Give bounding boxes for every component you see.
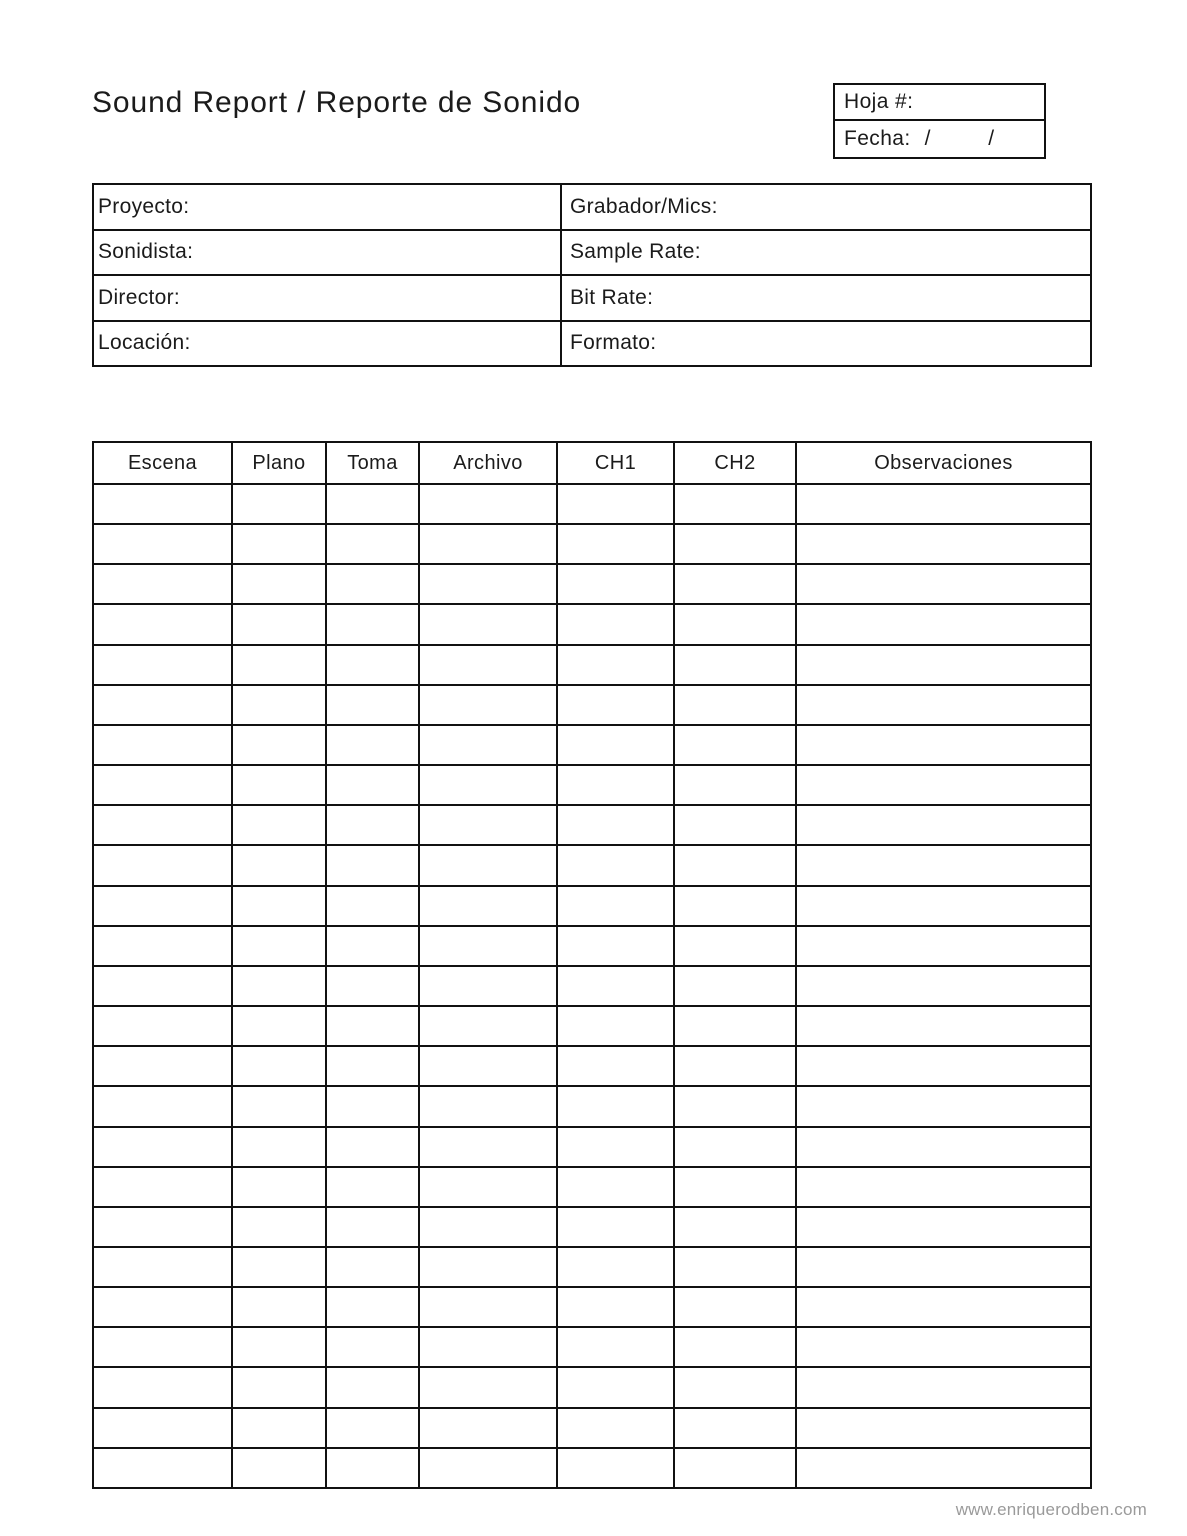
table-row bbox=[94, 1208, 1090, 1248]
cell-archivo[interactable] bbox=[420, 485, 558, 523]
cell-plano[interactable] bbox=[233, 1409, 327, 1447]
cell-ch2[interactable] bbox=[675, 806, 797, 844]
cell-ch2[interactable] bbox=[675, 766, 797, 804]
table-body bbox=[94, 485, 1090, 1487]
table-row bbox=[94, 1409, 1090, 1449]
cell-plano[interactable] bbox=[233, 1368, 327, 1406]
cell-ch2[interactable] bbox=[675, 1047, 797, 1085]
column-header-ch2: CH2 bbox=[675, 443, 797, 483]
cell-ch1[interactable] bbox=[558, 927, 675, 965]
cell-ch1[interactable] bbox=[558, 605, 675, 643]
cell-archivo[interactable] bbox=[420, 1087, 558, 1125]
cell-archivo[interactable] bbox=[420, 967, 558, 1005]
cell-ch1[interactable] bbox=[558, 887, 675, 925]
cell-plano[interactable] bbox=[233, 1007, 327, 1045]
cell-escena[interactable] bbox=[94, 1328, 233, 1366]
hoja-number-field[interactable] bbox=[835, 85, 1044, 121]
cell-toma[interactable] bbox=[327, 1007, 420, 1045]
cell-ch1[interactable] bbox=[558, 846, 675, 884]
column-header-observaciones: Observaciones bbox=[874, 451, 1013, 474]
cell-observaciones[interactable] bbox=[797, 646, 1090, 684]
cell-observaciones[interactable] bbox=[797, 726, 1090, 764]
cell-toma[interactable] bbox=[327, 1449, 420, 1487]
cell-ch1[interactable] bbox=[558, 1409, 675, 1447]
cell-toma[interactable] bbox=[327, 1087, 420, 1125]
field-label: Director: bbox=[98, 285, 181, 309]
cell-plano[interactable] bbox=[233, 967, 327, 1005]
cell-plano[interactable] bbox=[233, 1087, 327, 1125]
cell-escena[interactable] bbox=[94, 525, 233, 563]
cell-archivo[interactable] bbox=[420, 646, 558, 684]
cell-ch2[interactable] bbox=[675, 565, 797, 603]
table-row bbox=[94, 646, 1090, 686]
info-row bbox=[94, 231, 1090, 277]
cell-toma[interactable] bbox=[327, 1368, 420, 1406]
table-row bbox=[94, 1248, 1090, 1288]
cell-toma[interactable] bbox=[327, 726, 420, 764]
cell-ch2[interactable] bbox=[675, 686, 797, 724]
cell-archivo[interactable] bbox=[420, 1047, 558, 1085]
field-bit-rate[interactable] bbox=[562, 276, 1090, 320]
cell-escena[interactable] bbox=[94, 927, 233, 965]
cell-plano[interactable] bbox=[233, 927, 327, 965]
cell-observaciones[interactable] bbox=[797, 1328, 1090, 1366]
cell-toma[interactable] bbox=[327, 686, 420, 724]
cell-archivo[interactable] bbox=[420, 1409, 558, 1447]
cell-escena[interactable] bbox=[94, 1288, 233, 1326]
cell-plano[interactable] bbox=[233, 887, 327, 925]
cell-observaciones[interactable] bbox=[797, 967, 1090, 1005]
cell-archivo[interactable] bbox=[420, 1208, 558, 1246]
cell-ch2[interactable] bbox=[675, 967, 797, 1005]
cell-archivo[interactable] bbox=[420, 1368, 558, 1406]
field-label: Sonidista: bbox=[98, 240, 194, 264]
column-header-archivo: Archivo bbox=[420, 443, 558, 483]
table-row bbox=[94, 1007, 1090, 1047]
cell-plano[interactable] bbox=[233, 1208, 327, 1246]
fecha-slashes: / / bbox=[924, 127, 1021, 150]
cell-toma[interactable] bbox=[327, 1047, 420, 1085]
cell-escena[interactable] bbox=[94, 806, 233, 844]
cell-escena[interactable] bbox=[94, 846, 233, 884]
cell-observaciones[interactable] bbox=[797, 887, 1090, 925]
cell-observaciones[interactable] bbox=[797, 1248, 1090, 1286]
cell-escena[interactable] bbox=[94, 1368, 233, 1406]
cell-toma[interactable] bbox=[327, 1328, 420, 1366]
cell-escena[interactable] bbox=[94, 887, 233, 925]
field-grabador-mics[interactable] bbox=[562, 185, 1090, 229]
cell-ch2[interactable] bbox=[675, 485, 797, 523]
cell-observaciones[interactable] bbox=[797, 927, 1090, 965]
cell-ch1[interactable] bbox=[558, 806, 675, 844]
cell-archivo[interactable] bbox=[420, 766, 558, 804]
cell-ch2[interactable] bbox=[675, 846, 797, 884]
cell-toma[interactable] bbox=[327, 1168, 420, 1206]
cell-escena[interactable] bbox=[94, 646, 233, 684]
table-row bbox=[94, 967, 1090, 1007]
cell-plano[interactable] bbox=[233, 1128, 327, 1166]
cell-ch2[interactable] bbox=[675, 1288, 797, 1326]
table-row bbox=[94, 726, 1090, 766]
cell-plano[interactable] bbox=[233, 605, 327, 643]
cell-ch1[interactable] bbox=[558, 525, 675, 563]
cell-archivo[interactable] bbox=[420, 605, 558, 643]
cell-ch1[interactable] bbox=[558, 1368, 675, 1406]
cell-observaciones[interactable] bbox=[797, 565, 1090, 603]
cell-escena[interactable] bbox=[94, 565, 233, 603]
column-header-toma: Toma bbox=[327, 443, 420, 483]
cell-escena[interactable] bbox=[94, 1168, 233, 1206]
cell-ch2[interactable] bbox=[675, 1449, 797, 1487]
cell-ch2[interactable] bbox=[675, 887, 797, 925]
cell-observaciones[interactable] bbox=[797, 1449, 1090, 1487]
cell-plano[interactable] bbox=[233, 766, 327, 804]
cell-archivo[interactable] bbox=[420, 1007, 558, 1045]
field-sonidista[interactable] bbox=[94, 231, 562, 275]
table-row bbox=[94, 846, 1090, 886]
cell-ch1[interactable] bbox=[558, 646, 675, 684]
table-row bbox=[94, 1328, 1090, 1368]
cell-escena[interactable] bbox=[94, 766, 233, 804]
cell-ch1[interactable] bbox=[558, 1047, 675, 1085]
cell-escena[interactable] bbox=[94, 1208, 233, 1246]
cell-archivo[interactable] bbox=[420, 806, 558, 844]
cell-escena[interactable] bbox=[94, 1409, 233, 1447]
column-header-plano: Plano bbox=[233, 443, 327, 483]
cell-ch2[interactable] bbox=[675, 1208, 797, 1246]
cell-plano[interactable] bbox=[233, 726, 327, 764]
cell-escena[interactable] bbox=[94, 605, 233, 643]
table-row bbox=[94, 1128, 1090, 1168]
cell-archivo[interactable] bbox=[420, 1449, 558, 1487]
info-row bbox=[94, 322, 1090, 366]
table-row bbox=[94, 1368, 1090, 1408]
cell-ch2[interactable] bbox=[675, 525, 797, 563]
cell-escena[interactable] bbox=[94, 1128, 233, 1166]
cell-escena[interactable] bbox=[94, 1047, 233, 1085]
field-director[interactable] bbox=[94, 276, 562, 320]
cell-observaciones[interactable] bbox=[797, 525, 1090, 563]
table-header-row bbox=[94, 443, 1090, 485]
cell-ch1[interactable] bbox=[558, 1328, 675, 1366]
table-row bbox=[94, 1047, 1090, 1087]
cell-ch2[interactable] bbox=[675, 726, 797, 764]
cell-escena[interactable] bbox=[94, 1007, 233, 1045]
cell-escena[interactable] bbox=[94, 1248, 233, 1286]
table-row bbox=[94, 686, 1090, 726]
field-proyecto[interactable] bbox=[94, 185, 562, 229]
cell-observaciones[interactable] bbox=[797, 766, 1090, 804]
cell-observaciones[interactable] bbox=[797, 1409, 1090, 1447]
cell-plano[interactable] bbox=[233, 485, 327, 523]
field-formato[interactable] bbox=[562, 322, 1090, 366]
table-row bbox=[94, 565, 1090, 605]
cell-escena[interactable] bbox=[94, 686, 233, 724]
cell-toma[interactable] bbox=[327, 846, 420, 884]
table-row bbox=[94, 605, 1090, 645]
cell-archivo[interactable] bbox=[420, 846, 558, 884]
cell-plano[interactable] bbox=[233, 1047, 327, 1085]
cell-toma[interactable] bbox=[327, 485, 420, 523]
cell-escena[interactable] bbox=[94, 967, 233, 1005]
cell-archivo[interactable] bbox=[420, 1168, 558, 1206]
cell-observaciones[interactable] bbox=[797, 846, 1090, 884]
cell-observaciones[interactable] bbox=[797, 1168, 1090, 1206]
cell-ch1[interactable] bbox=[558, 1248, 675, 1286]
field-label: Sample Rate: bbox=[570, 240, 701, 264]
cell-toma[interactable] bbox=[327, 766, 420, 804]
cell-ch2[interactable] bbox=[675, 1368, 797, 1406]
cell-ch2[interactable] bbox=[675, 646, 797, 684]
cell-observaciones[interactable] bbox=[797, 1007, 1090, 1045]
field-sample-rate[interactable] bbox=[562, 231, 1090, 275]
cell-ch1[interactable] bbox=[558, 1007, 675, 1045]
cell-observaciones[interactable] bbox=[797, 1047, 1090, 1085]
cell-ch2[interactable] bbox=[675, 1168, 797, 1206]
field-locacion[interactable] bbox=[94, 322, 562, 366]
cell-ch2[interactable] bbox=[675, 1409, 797, 1447]
cell-toma[interactable] bbox=[327, 967, 420, 1005]
cell-ch1[interactable] bbox=[558, 766, 675, 804]
cell-ch1[interactable] bbox=[558, 565, 675, 603]
cell-ch1[interactable] bbox=[558, 1128, 675, 1166]
cell-ch2[interactable] bbox=[675, 1128, 797, 1166]
table-row bbox=[94, 1449, 1090, 1487]
cell-ch1[interactable] bbox=[558, 1087, 675, 1125]
cell-archivo[interactable] bbox=[420, 525, 558, 563]
cell-plano[interactable] bbox=[233, 1288, 327, 1326]
cell-plano[interactable] bbox=[233, 1248, 327, 1286]
field-label: Formato: bbox=[570, 331, 657, 355]
table-row bbox=[94, 806, 1090, 846]
field-label: Proyecto: bbox=[98, 194, 190, 218]
field-label: Bit Rate: bbox=[570, 285, 654, 309]
cell-ch1[interactable] bbox=[558, 686, 675, 724]
column-header-escena: Escena bbox=[94, 443, 233, 483]
cell-plano[interactable] bbox=[233, 686, 327, 724]
cell-ch2[interactable] bbox=[675, 1087, 797, 1125]
table-row bbox=[94, 927, 1090, 967]
cell-escena[interactable] bbox=[94, 726, 233, 764]
cell-toma[interactable] bbox=[327, 927, 420, 965]
cell-escena[interactable] bbox=[94, 1087, 233, 1125]
cell-toma[interactable] bbox=[327, 1409, 420, 1447]
hoja-label: Hoja #: bbox=[844, 90, 914, 113]
cell-observaciones[interactable] bbox=[797, 1128, 1090, 1166]
sheet-number-date-box bbox=[833, 83, 1046, 159]
cell-ch2[interactable] bbox=[675, 605, 797, 643]
cell-archivo[interactable] bbox=[420, 887, 558, 925]
cell-ch2[interactable] bbox=[675, 1248, 797, 1286]
cell-ch1[interactable] bbox=[558, 967, 675, 1005]
column-header-ch1: CH1 bbox=[558, 443, 675, 483]
cell-archivo[interactable] bbox=[420, 726, 558, 764]
field-label: Grabador/Mics: bbox=[570, 194, 718, 218]
cell-toma[interactable] bbox=[327, 605, 420, 643]
cell-plano[interactable] bbox=[233, 1449, 327, 1487]
cell-plano[interactable] bbox=[233, 525, 327, 563]
table-row bbox=[94, 525, 1090, 565]
cell-ch2[interactable] bbox=[675, 1328, 797, 1366]
cell-plano[interactable] bbox=[233, 846, 327, 884]
cell-plano[interactable] bbox=[233, 1168, 327, 1206]
info-row bbox=[94, 185, 1090, 231]
cell-ch1[interactable] bbox=[558, 485, 675, 523]
table-row bbox=[94, 766, 1090, 806]
cell-archivo[interactable] bbox=[420, 1128, 558, 1166]
cell-archivo[interactable] bbox=[420, 1288, 558, 1326]
cell-toma[interactable] bbox=[327, 1288, 420, 1326]
cell-observaciones[interactable] bbox=[797, 1288, 1090, 1326]
cell-ch1[interactable] bbox=[558, 1168, 675, 1206]
table-row bbox=[94, 1288, 1090, 1328]
fecha-label: Fecha: bbox=[844, 127, 911, 150]
cell-ch2[interactable] bbox=[675, 1007, 797, 1045]
cell-archivo[interactable] bbox=[420, 1328, 558, 1366]
page-title: Sound Report / Reporte de Sonido bbox=[92, 86, 582, 119]
cell-toma[interactable] bbox=[327, 887, 420, 925]
sound-log-table bbox=[92, 441, 1092, 1489]
cell-observaciones[interactable] bbox=[797, 1368, 1090, 1406]
cell-archivo[interactable] bbox=[420, 1248, 558, 1286]
cell-observaciones[interactable] bbox=[797, 485, 1090, 523]
cell-observaciones[interactable] bbox=[797, 686, 1090, 724]
cell-archivo[interactable] bbox=[420, 565, 558, 603]
table-row bbox=[94, 887, 1090, 927]
field-label: Locación: bbox=[98, 331, 191, 355]
cell-ch1[interactable] bbox=[558, 1288, 675, 1326]
cell-escena[interactable] bbox=[94, 485, 233, 523]
table-row bbox=[94, 1087, 1090, 1127]
cell-toma[interactable] bbox=[327, 646, 420, 684]
cell-toma[interactable] bbox=[327, 1248, 420, 1286]
project-info-table bbox=[92, 183, 1092, 367]
cell-observaciones[interactable] bbox=[797, 1208, 1090, 1246]
info-row bbox=[94, 276, 1090, 322]
cell-ch1[interactable] bbox=[558, 726, 675, 764]
cell-observaciones[interactable] bbox=[797, 806, 1090, 844]
cell-toma[interactable] bbox=[327, 1128, 420, 1166]
fecha-field[interactable] bbox=[835, 121, 1044, 157]
cell-ch1[interactable] bbox=[558, 1449, 675, 1487]
cell-plano[interactable] bbox=[233, 646, 327, 684]
cell-plano[interactable] bbox=[233, 806, 327, 844]
cell-toma[interactable] bbox=[327, 806, 420, 844]
cell-toma[interactable] bbox=[327, 1208, 420, 1246]
cell-toma[interactable] bbox=[327, 565, 420, 603]
cell-ch1[interactable] bbox=[558, 1208, 675, 1246]
cell-archivo[interactable] bbox=[420, 927, 558, 965]
cell-observaciones[interactable] bbox=[797, 1087, 1090, 1125]
cell-ch2[interactable] bbox=[675, 927, 797, 965]
footer-website-url: www.enriquerodben.com bbox=[955, 1500, 1147, 1519]
table-row bbox=[94, 485, 1090, 525]
table-row bbox=[94, 1168, 1090, 1208]
cell-archivo[interactable] bbox=[420, 686, 558, 724]
cell-observaciones[interactable] bbox=[797, 605, 1090, 643]
cell-plano[interactable] bbox=[233, 565, 327, 603]
cell-escena[interactable] bbox=[94, 1449, 233, 1487]
cell-plano[interactable] bbox=[233, 1328, 327, 1366]
cell-toma[interactable] bbox=[327, 525, 420, 563]
